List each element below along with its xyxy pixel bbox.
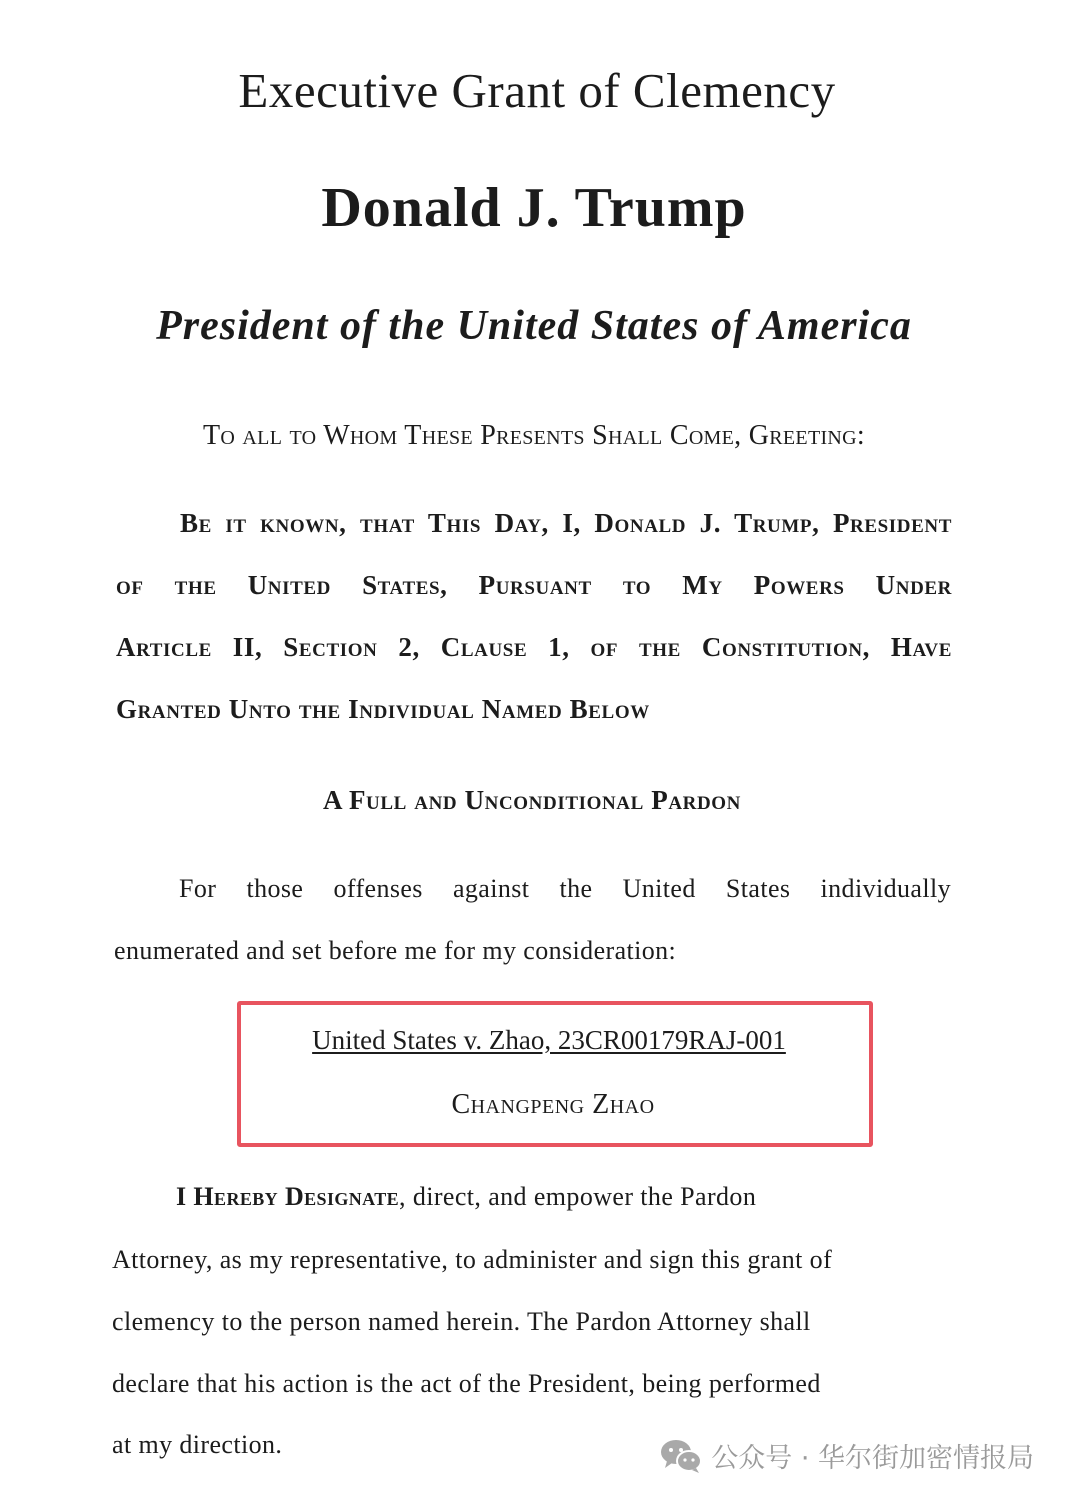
designation-line: Attorney, as my representative, to administer and sign this grant of (112, 1245, 833, 1274)
highlight-box (237, 1001, 873, 1147)
designation-line: declare that his action is the act of the President, being performed (112, 1369, 821, 1398)
watermark (659, 1436, 1034, 1475)
document-title: Executive Grant of Clemency (238, 63, 836, 118)
designation-line (176, 1182, 756, 1212)
offense-line: enumerated and set before me for my consideration: (114, 936, 677, 965)
pardon-type: A Full and Unconditional Pardon (322, 785, 741, 815)
designation-lead: I Hereby Designate (176, 1182, 400, 1211)
case-number: United States v. Zhao, 23CR00179RAJ-001 (312, 1025, 786, 1055)
watermark-text: 公众号 · 华尔街加密情报局 (711, 1443, 1034, 1474)
greeting: To all to Whom These Presents Shall Come, Greeting: (202, 420, 865, 451)
declaration-line: Granted Unto the Individual Named Below (116, 694, 650, 724)
wechat-icon (659, 1438, 703, 1474)
offense-line: For those offenses against the United States individually (179, 874, 951, 903)
declaration-line: Be it known, that This Day, I, Donald J. Trump, President (180, 508, 952, 538)
president-name: Donald J. Trump (321, 177, 747, 239)
designation-line: clemency to the person named herein. The Pardon Attorney shall (112, 1307, 811, 1336)
pardon-recipient: Changpeng Zhao (451, 1089, 655, 1120)
designation-line: at my direction. (112, 1430, 283, 1459)
declaration-line: of the United States, Pursuant to My Powers Under (116, 570, 952, 600)
president-office: President of the United States of America (156, 303, 912, 349)
declaration-line: Article II, Section 2, Clause 1, of the Constitution, Have (116, 632, 952, 662)
designation-line-rest: , direct, and empower the Pardon (399, 1182, 757, 1211)
